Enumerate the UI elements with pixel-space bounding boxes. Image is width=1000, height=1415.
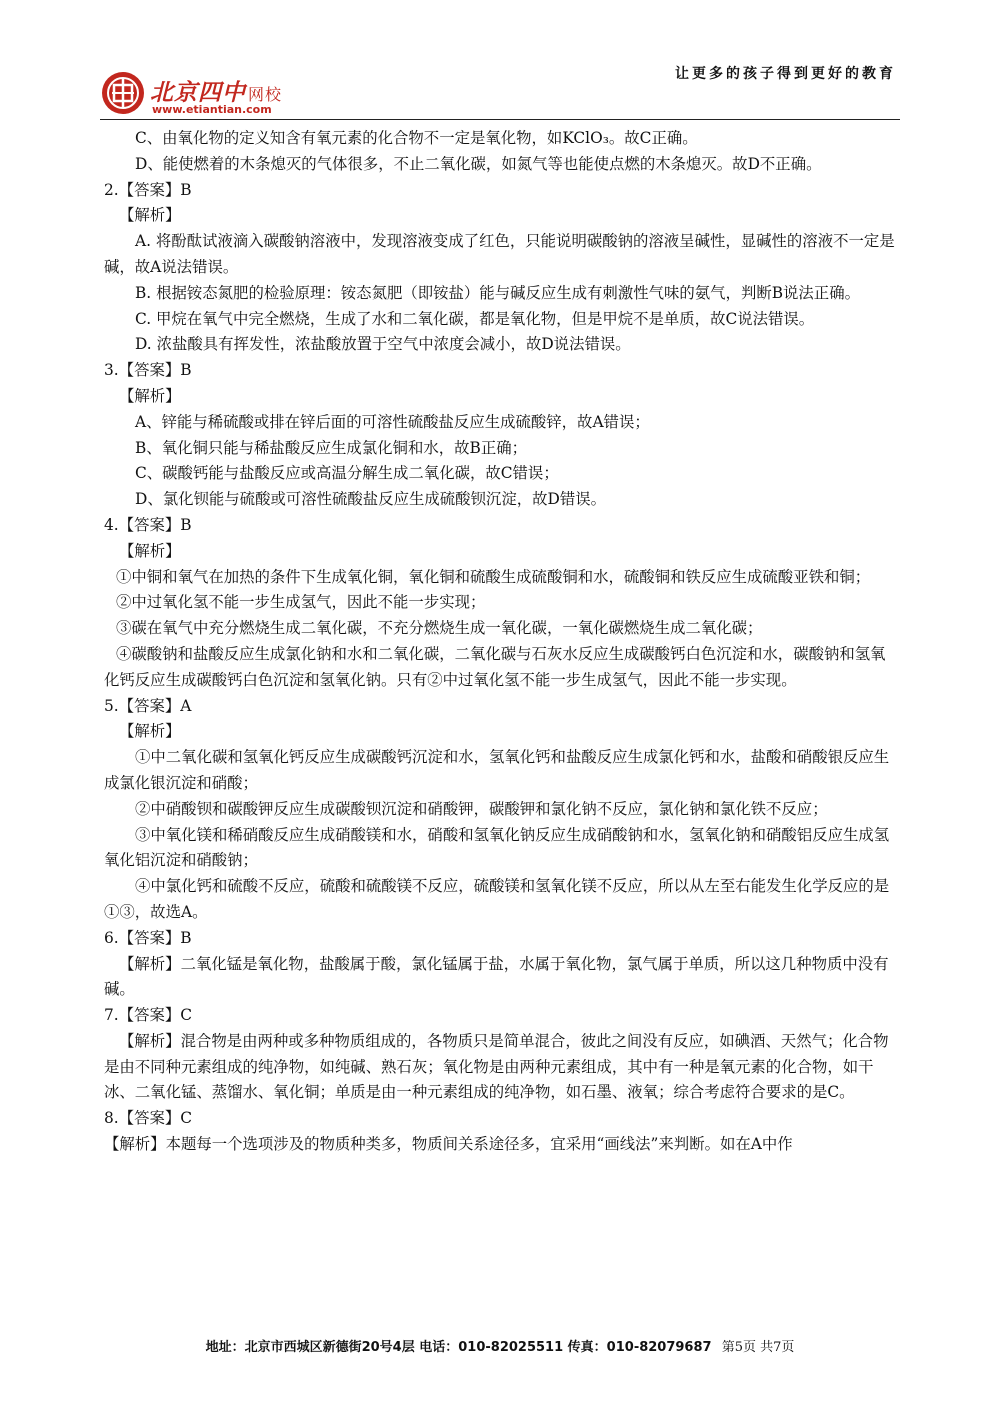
logo-url: www.etiantian.com <box>152 103 272 116</box>
paragraph: A. 将酚酞试液滴入碳酸钠溶液中，发现溶液变成了红色，只能说明碳酸钠的溶液呈碱性，显碱性的溶液不一定是碱，故A说法错误。 <box>104 232 895 276</box>
paragraph: B、氧化铜只能与稀盐酸反应生成氯化铜和水，故B正确； <box>135 438 527 457</box>
paragraph: C、由氧化物的定义知含有氧元素的化合物不一定是氧化物，如KClO₃。故C正确。 <box>135 129 698 147</box>
logo-emblem-icon <box>100 70 146 116</box>
paragraph: 8.【答案】C <box>104 1109 193 1128</box>
paragraph: D、能使燃着的木条熄灭的气体很多，不止二氧化碳，如氮气等也能使点燃的木条熄灭。故D不正确。 <box>135 154 822 173</box>
paragraph: ④中氯化钙和硫酸不反应，硫酸和硫酸镁不反应，硫酸镁和氢氧化镁不反应，所以从左至右能发生化学反应的是①③，故选A。 <box>104 877 890 921</box>
paragraph: 【解析】 <box>119 206 181 225</box>
paragraph: C. 甲烷在氧气中完全燃烧，生成了水和二氧化碳，都是氧化物，但是甲烷不是单质，故C说法错误。 <box>135 309 815 328</box>
paragraph: 6.【答案】B <box>104 928 192 947</box>
paragraph: ④碳酸钠和盐酸反应生成氯化钠和水和二氧化碳，二氧化碳与石灰水反应生成碳酸钙白色沉淀和水，碳酸钠和氢氧化钙反应生成碳酸钙白色沉淀和氢氧化钠。只有②中过氧化氢不能一步生成氢气，因此不能一步实现。 <box>104 644 886 689</box>
page-number: 第5页 共7页 <box>721 1340 795 1355</box>
page-footer <box>0 1336 1000 1355</box>
paragraph: 3.【答案】B <box>104 361 192 380</box>
paragraph: ③中氧化镁和稀硝酸反应生成硝酸镁和水，硝酸和氢氧化钠反应生成硝酸钠和水，氢氧化钠和硝酸铝反应生成氢氧化铝沉淀和硝酸钠； <box>104 825 890 870</box>
logo-name: 北京四中 网校 <box>150 79 283 106</box>
paragraph: D、氯化钡能与硫酸或可溶性硫酸盐反应生成硫酸钡沉淀，故D错误。 <box>135 490 607 509</box>
paragraph: ②中硝酸钡和碳酸钾反应生成碳酸钡沉淀和硝酸钾，碳酸钾和氯化钠不反应，氯化钠和氯化铁不反应； <box>135 799 828 818</box>
paragraph: B. 根据铵态氮肥的检验原理：铵态氮肥（即铵盐）能与碱反应生成有刺激性气味的氨气，判断B说法正确。 <box>135 283 860 302</box>
paragraph: A、锌能与稀硫酸或排在锌后面的可溶性硫酸盐反应生成硫酸锌，故A错误； <box>135 412 650 431</box>
paragraph: 2.【答案】B <box>104 180 192 199</box>
paragraph: 【解析】混合物是由两种或多种物质组成的，各物质只是简单混合，彼此之间没有反应，如碘酒、天然气；化合物是由不同种元素组成的纯净物，如纯碱、熟石灰；氧化物是由两种元素组成，其中有一种是氧元素的化合物，如干冰、二氧化锰、蒸馏水、氧化铜；单质是由一种元素组成的纯净物，如石墨、液氧；综合考虑符合要求的是C。 <box>104 1031 889 1102</box>
paragraph: D. 浓盐酸具有挥发性，浓盐酸放置于空气中浓度会减小，故D说法错误。 <box>135 335 631 354</box>
paragraph: 【解析】 <box>119 386 181 405</box>
header-divider <box>100 119 900 120</box>
paragraph: 【解析】二氧化锰是氧化物，盐酸属于酸，氯化锰属于盐，水属于氧化物，氯气属于单质，所以这几种物质中没有碱。 <box>104 954 889 999</box>
paragraph: 【解析】 <box>119 541 181 560</box>
paragraph: C、碳酸钙能与盐酸反应或高温分解生成二氧化碳，故C错误； <box>135 464 559 483</box>
paragraph: 【解析】本题每一个选项涉及的物质种类多，物质间关系途径多，宜采用“画线法”来判断。如在A中作 <box>104 1135 793 1154</box>
document-body <box>104 126 898 1158</box>
paragraph: 【解析】 <box>119 722 181 741</box>
slogan: 让更多的孩子得到更好的教育 <box>675 66 896 82</box>
paragraph: ②中过氧化氢不能一步生成氢气，因此不能一步实现； <box>116 593 486 612</box>
paragraph: 4.【答案】B <box>104 515 192 534</box>
paragraph: 5.【答案】A <box>104 696 192 715</box>
paragraph: ①中铜和氧气在加热的条件下生成氧化铜，氧化铜和硫酸生成硫酸铜和水，硫酸铜和铁反应生成硫酸亚铁和铜； <box>116 567 871 586</box>
page-header <box>100 56 900 120</box>
logo <box>100 70 400 120</box>
footer-address: 地址：北京市西城区新德街20号4层 电话：010-82025511 传真：010-82079687 <box>205 1340 712 1355</box>
paragraph: ③碳在氧气中充分燃烧生成二氧化碳，不充分燃烧生成一氧化碳，一氧化碳燃烧生成二氧化碳； <box>116 619 763 638</box>
logo-sub: 网校 <box>248 85 283 104</box>
paragraph: ①中二氧化碳和氢氧化钙反应生成碳酸钙沉淀和水，氢氧化钙和盐酸反应生成氯化钙和水，盐酸和硝酸银反应生成氯化银沉淀和硝酸； <box>104 748 890 792</box>
paragraph: 7.【答案】C <box>104 1006 193 1025</box>
